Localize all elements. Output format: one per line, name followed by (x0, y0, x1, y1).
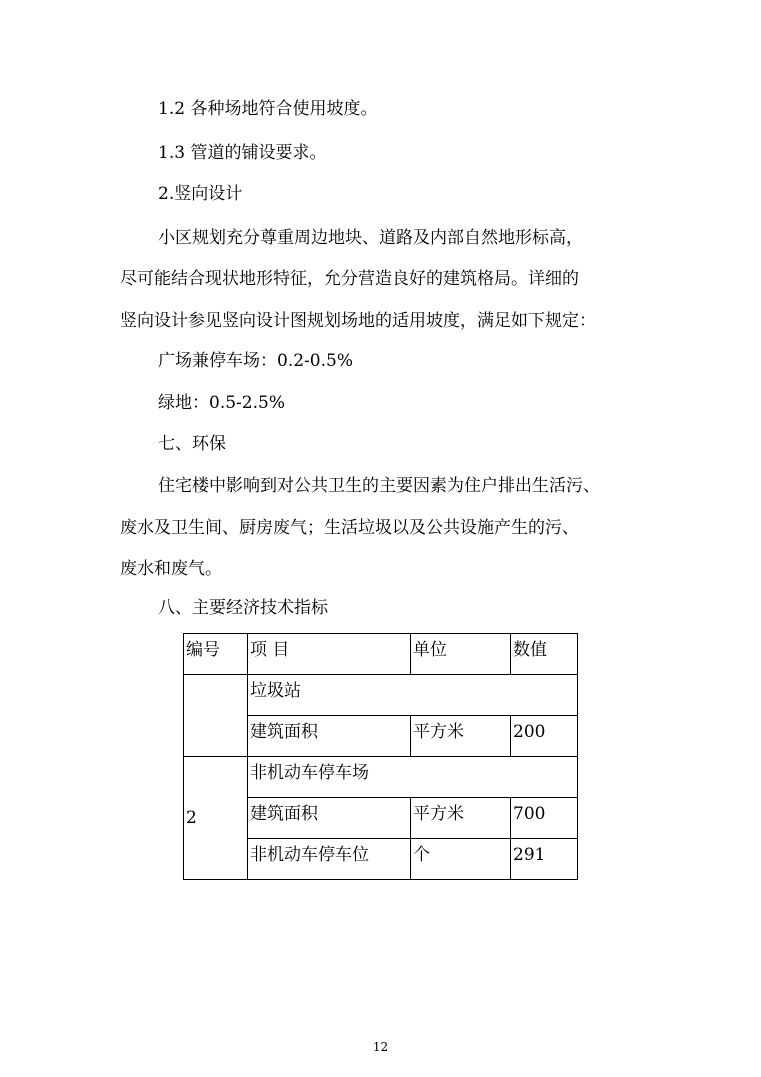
heading-vertical-design: 2.竖向设计 (158, 184, 243, 204)
environment-paragraph-line-2: 废水及卫生间、厨房废气；生活垃圾以及公共设施产生的污、 (120, 518, 579, 538)
section-1-3: 1.3 管道的铺设要求。 (158, 143, 327, 163)
row-value: 200 (511, 716, 578, 757)
environment-paragraph-line-3: 废水和废气。 (120, 559, 222, 579)
vertical-design-paragraph-line-3: 竖向设计参见竖向设计图规划场地的适用坡度，满足如下规定： (120, 311, 596, 331)
row-value: 291 (511, 839, 578, 880)
row-item: 建筑面积 (248, 798, 411, 839)
group-number: 2 (184, 757, 248, 880)
row-item: 建筑面积 (248, 716, 411, 757)
header-number: 编号 (184, 634, 248, 675)
row-unit: 平方米 (411, 798, 511, 839)
header-value: 数值 (511, 634, 578, 675)
row-unit: 平方米 (411, 716, 511, 757)
row-unit: 个 (411, 839, 511, 880)
section-1-2: 1.2 各种场地符合使用坡度。 (158, 99, 378, 119)
table-header-row (184, 634, 578, 675)
page-number: 12 (372, 1040, 389, 1054)
table-row (184, 675, 578, 716)
environment-paragraph-line-1: 住宅楼中影响到对公共卫生的主要因素为住户排出生活污、 (158, 476, 600, 496)
group-number (184, 675, 248, 757)
row-item: 非机动车停车位 (248, 839, 411, 880)
header-item: 项 目 (248, 634, 411, 675)
heading-technical-indicators: 八、主要经济技术指标 (158, 598, 328, 618)
table-row (184, 757, 578, 798)
header-unit: 单位 (411, 634, 511, 675)
slope-green-space: 绿地：0.5-2.5% (158, 393, 285, 413)
technical-indicators-table (183, 633, 578, 880)
group-title: 非机动车停车场 (248, 757, 578, 798)
vertical-design-paragraph-line-2: 尽可能结合现状地形特征，允分营造良好的建筑格局。详细的 (120, 269, 579, 289)
vertical-design-paragraph-line-1: 小区规划充分尊重周边地块、道路及内部自然地形标高， (158, 228, 583, 248)
heading-environment: 七、环保 (158, 434, 226, 454)
row-value: 700 (511, 798, 578, 839)
slope-square-parking: 广场兼停车场：0.2-0.5% (158, 351, 353, 371)
group-title: 垃圾站 (248, 675, 578, 716)
